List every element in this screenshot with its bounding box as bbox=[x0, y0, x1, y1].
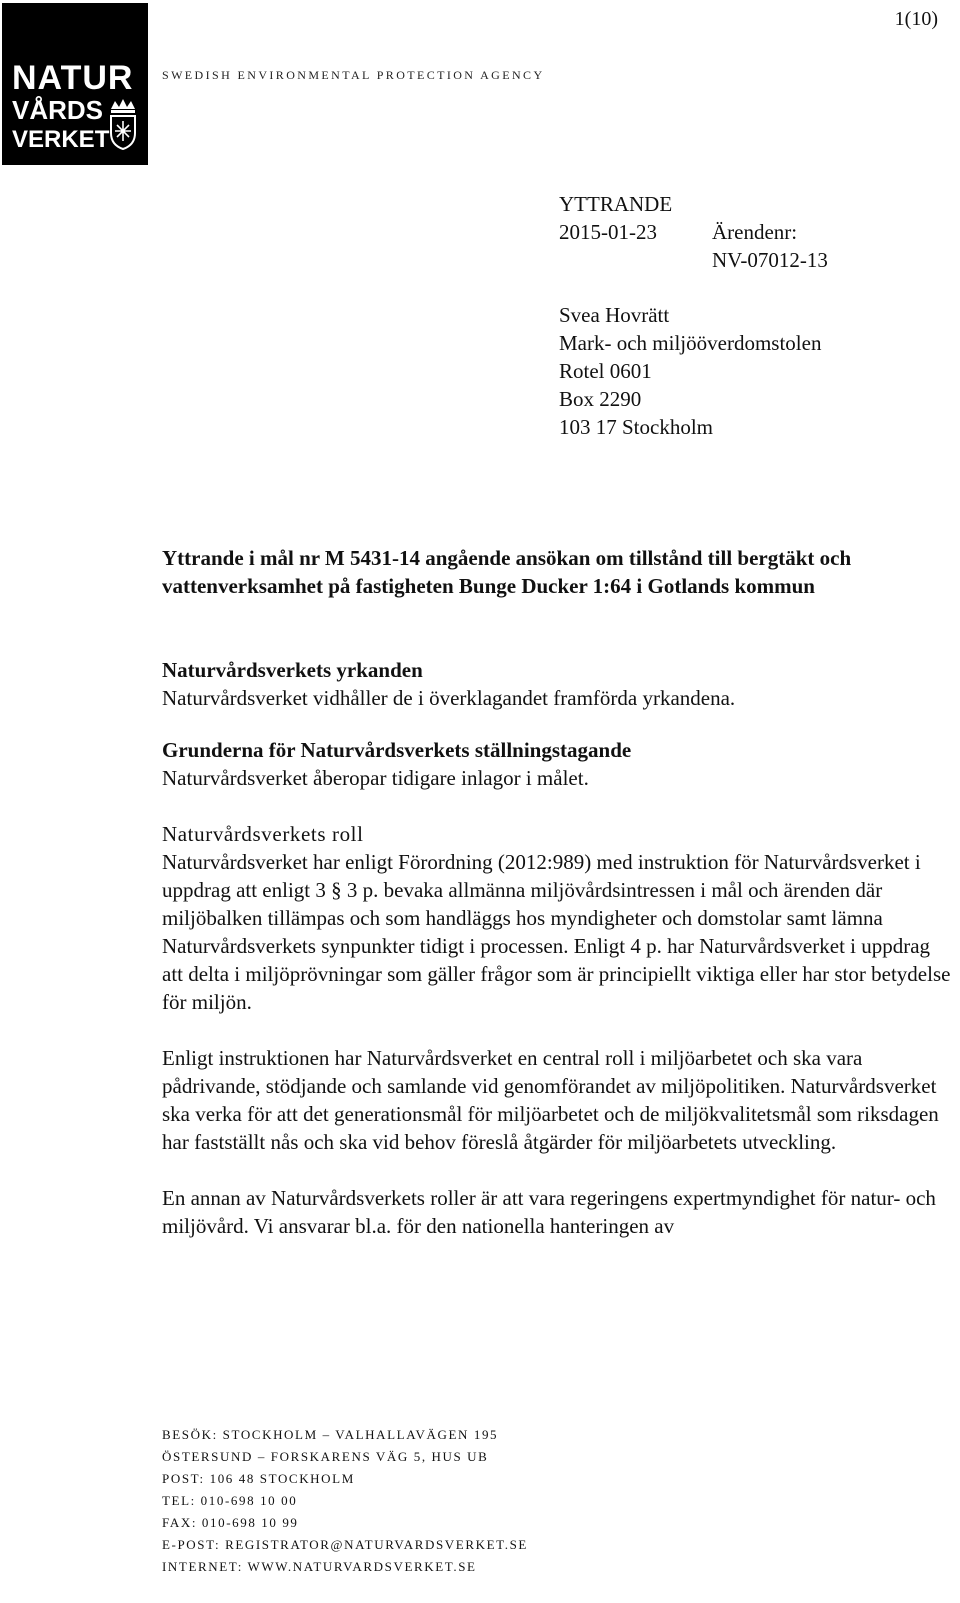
logo-line-1: NATUR bbox=[12, 59, 134, 97]
crown-shield-icon bbox=[106, 97, 140, 151]
paragraph: En annan av Naturvårdsverkets roller är att vara regeringens expertmyndighet för natur- och miljövård. Vi ansvarar bl.a. för den nationella hanteringen av bbox=[162, 1186, 936, 1238]
recipient-line: Mark- och miljööverdomstolen bbox=[559, 331, 822, 355]
footer-website: INTERNET: WWW.NATURVARDSVERKET.SE bbox=[162, 1559, 477, 1574]
agency-logo bbox=[2, 3, 148, 165]
footer-visit-stockholm: BESÖK: STOCKHOLM – VALHALLAVÄGEN 195 bbox=[162, 1427, 499, 1442]
document-title: Yttrande i mål nr M 5431-14 angående ansökan om tillstånd till bergtäkt och vattenverksamhet på fastigheten Bunge Ducker 1:64 i Gotlands kommun bbox=[162, 546, 852, 598]
paragraph: Enligt instruktionen har Naturvårdsverket en central roll i miljöarbetet och ska vara pådrivande, stödjande och samlande vid genomförandet av miljöpolitiken. Naturvårdsverket ska verka för att det generationsmål för miljöarbetet och de miljökvalitetsmål som riksdagen har fastställt nås och ska vid behov föreslå åtgärder för miljöarbetets utveckling. bbox=[162, 1046, 939, 1154]
contact-footer bbox=[162, 1424, 528, 1578]
section-body: Naturvårdsverket vidhåller de i överklagandet framförda yrkandena. bbox=[162, 686, 736, 710]
footer-email: E-POST: REGISTRATOR@NATURVARDSVERKET.SE bbox=[162, 1537, 528, 1552]
document-date: 2015-01-23 bbox=[559, 220, 657, 244]
section-body: Naturvårdsverket åberopar tidigare inlagor i målet. bbox=[162, 766, 589, 790]
footer-fax: FAX: 010-698 10 99 bbox=[162, 1515, 299, 1530]
recipient-line: Rotel 0601 bbox=[559, 359, 652, 383]
document-type: YTTRANDE bbox=[559, 192, 673, 216]
recipient-line: Box 2290 bbox=[559, 387, 642, 411]
logo-line-2: VÅRDS bbox=[12, 95, 104, 125]
section-heading: Naturvårdsverkets yrkanden bbox=[162, 658, 423, 682]
document-body bbox=[162, 544, 952, 1240]
footer-visit-ostersund: ÖSTERSUND – FORSKARENS VÄG 5, HUS UB bbox=[162, 1449, 489, 1464]
logo-line-3: VERKET bbox=[12, 126, 110, 153]
agency-name: SWEDISH ENVIRONMENTAL PROTECTION AGENCY bbox=[162, 68, 545, 82]
section-heading: Naturvårdsverkets roll bbox=[162, 822, 364, 846]
footer-post: POST: 106 48 STOCKHOLM bbox=[162, 1471, 355, 1486]
section-body: Naturvårdsverket har enligt Förordning (2012:989) med instruktion för Naturvårdsverket i uppdrag att enligt 3 § 3 p. bevaka allmänna miljövårdsintressen i mål och ärenden där miljöbalken tillämpas och som handläggs hos myndigheter och domstolar samt lämna Naturvårdsverkets synpunkter tidigt i processen. Enligt 4 p. har Naturvårdsverket i uppdrag att delta i miljöprövningar som gäller frågor som är principiellt viktiga eller har stor betydelse för miljön. bbox=[162, 850, 951, 1014]
document-meta bbox=[559, 190, 828, 274]
footer-phone: TEL: 010-698 10 00 bbox=[162, 1493, 298, 1508]
case-label: Ärendenr: bbox=[712, 220, 798, 244]
recipient-line: 103 17 Stockholm bbox=[559, 415, 714, 439]
recipient-line: Svea Hovrätt bbox=[559, 303, 670, 327]
section-heading: Grunderna för Naturvårdsverkets ställningstagande bbox=[162, 738, 632, 762]
page-number: 1(10) bbox=[894, 8, 938, 30]
case-number: NV-07012-13 bbox=[712, 248, 828, 272]
recipient-address bbox=[559, 301, 821, 441]
